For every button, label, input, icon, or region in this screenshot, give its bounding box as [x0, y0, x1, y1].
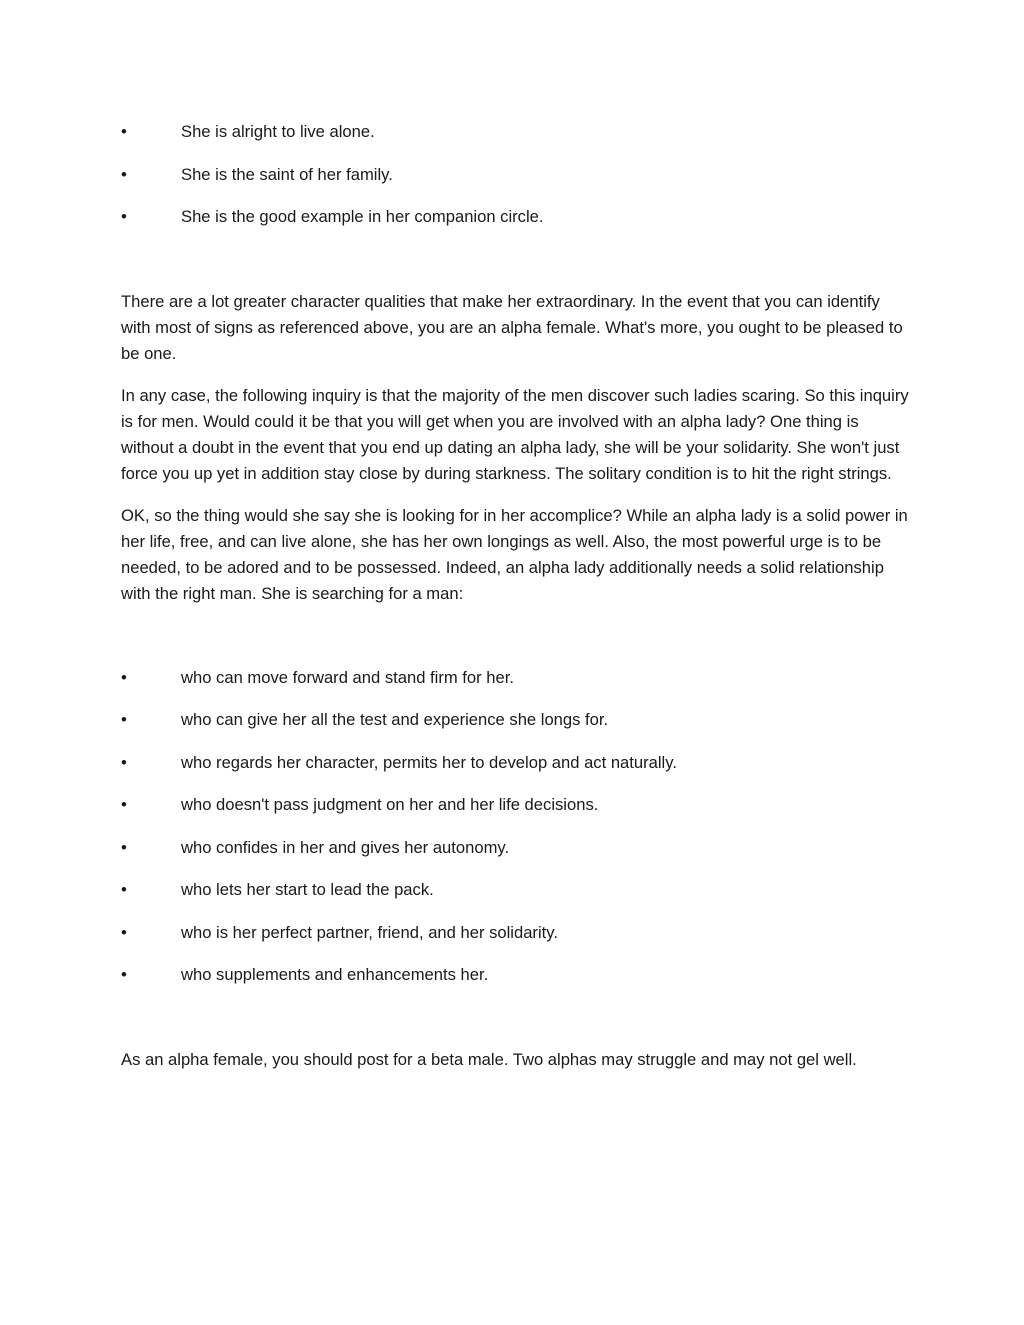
list-item-text: who confides in her and gives her autonomy. — [181, 837, 510, 857]
list-item-text: who regards her character, permits her to develop and act naturally. — [181, 752, 677, 772]
list-item — [121, 835, 911, 861]
bullet-icon: • — [121, 795, 127, 814]
bullet-icon: • — [121, 207, 127, 226]
traits-list — [121, 119, 911, 230]
list-item — [121, 119, 911, 145]
list-item-text: who lets her start to lead the pack. — [181, 880, 434, 899]
bullet-icon: • — [121, 710, 127, 729]
list-item-text: She is the good example in her companion circle. — [181, 207, 544, 226]
paragraph: There are a lot greater character qualities that make her extraordinary. In the event that you can identify with most of signs as referenced above, you are an alpha female. What's more, you ought to be pleased to be one. — [121, 291, 903, 363]
list-item-text: who is her perfect partner, friend, and her solidarity. — [181, 922, 558, 942]
man-qualities-list — [121, 665, 911, 989]
closing-paragraph: As an alpha female, you should post for a beta male. Two alphas may struggle and may not gel well. — [121, 1049, 857, 1069]
paragraph: OK, so the thing would she say she is looking for in her accomplice? While an alpha lady is a solid power in her life, free, and can live alone, she has her own longings as well. Also, the most powerful urge is to be needed, to be adored and to be possessed. Indeed, an alpha lady additionally needs a solid relationship with the right man. She is searching for a man: — [121, 505, 908, 603]
document-body — [121, 119, 911, 1089]
list-item — [121, 792, 911, 818]
list-item — [121, 877, 911, 903]
bullet-icon: • — [121, 965, 127, 984]
list-item — [121, 665, 911, 691]
spacer — [121, 623, 911, 665]
list-item-text: who can give her all the test and experience she longs for. — [181, 710, 609, 729]
spacer — [121, 247, 911, 289]
bullet-icon: • — [121, 922, 127, 942]
list-item — [121, 920, 911, 946]
list-item — [121, 162, 911, 188]
bullet-icon: • — [121, 837, 127, 857]
bullet-icon: • — [121, 667, 127, 687]
list-item — [121, 204, 911, 230]
list-item — [121, 750, 911, 776]
list-item-text: who can move forward and stand firm for her. — [181, 667, 514, 687]
bullet-icon: • — [121, 164, 127, 184]
list-item — [121, 707, 911, 733]
list-item-text: She is alright to live alone. — [181, 122, 375, 141]
paragraph: In any case, the following inquiry is that the majority of the men discover such ladies scaring. So this inquiry is for men. Would could it be that you will get when you are involved with an alpha lady? One thing is without a doubt in the event that you end up dating an alpha lady, she will be your solidarity. She won't just force you up yet in addition stay close by during starkness. The solitary condition is to hit the right strings. — [121, 385, 909, 483]
bullet-icon: • — [121, 880, 127, 899]
bullet-icon: • — [121, 122, 127, 141]
list-item-text: She is the saint of her family. — [181, 164, 393, 184]
list-item — [121, 962, 911, 988]
bullet-icon: • — [121, 752, 127, 772]
list-item-text: who doesn't pass judgment on her and her life decisions. — [181, 795, 599, 814]
list-item-text: who supplements and enhancements her. — [181, 965, 489, 984]
spacer — [121, 1005, 911, 1047]
